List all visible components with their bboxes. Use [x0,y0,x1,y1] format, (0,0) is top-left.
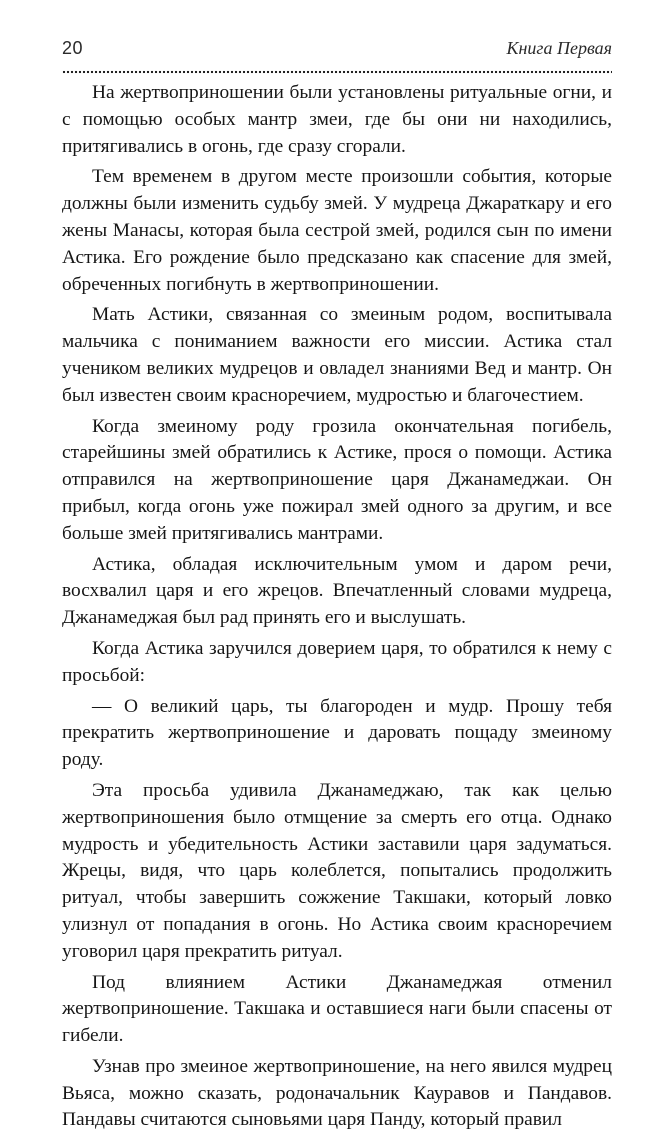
paragraph: Астика, обладая исключительным умом и даром речи, восхвалил царя и его жрецов. Впечатленный словами мудреца, Джанамеджая был рад принять его и выслушать. [62,553,612,629]
page-number: 20 [62,38,84,58]
paragraph: Мать Астики, связанная со змеиным родом, воспитывала мальчика с пониманием важности его миссии. Астика стал учеником великих мудрецов и овладел знаниями Вед и мантр. Он был известен своим красноречием, мудростью и благочестием. [62,304,612,406]
book-title: Книга Первая [506,38,612,58]
dotted-header-rule [62,69,612,75]
paragraph: Узнав про змеиное жертвоприношение, на него явился мудрец Вьяса, можно сказать, родоначальник Кауравов и Пандавов. Пандавы считаются сыновьями царя Панду, который правил [62,1055,612,1131]
running-head [62,38,612,66]
paragraph: Когда Астика заручился доверием царя, то обратился к нему с просьбой: [62,637,612,686]
paragraph: Когда змеиному роду грозила окончательная погибель, старейшины змей обратились к Астике, прося о помощи. Астика отправился на жертвоприношение царя Джанамеджаи. Он прибыл, когда огонь уже пожирал змей одного за другим, и все больше змей притягивались мантрами. [62,415,612,544]
paragraph: Под влиянием Астики Джанамеджая отменил жертвоприношение. Такшака и оставшиеся наги были спасены от гибели. [62,971,612,1047]
paragraph: Эта просьба удивила Джанамеджаю, так как целью жертвоприношения было отмщение за смерть его отца. Однако мудрость и убедительность Астики заставили царя задуматься. Жрецы, видя, что царь колеблется, попытались продолжить ритуал, чтобы завершить сожжение Такшаки, который ловко улизнул от попадания в огонь. Но Астика своим красноречием уговорил царя прекратить ритуал. [62,779,612,962]
paragraph: На жертвоприношении были установлены ритуальные огни, и с помощью особых мантр змеи, где бы они ни находились, притягивались в огонь, где сразу сгорали. [62,82,612,157]
paragraph: — О великий царь, ты благороден и мудр. Прошу тебя прекратить жертвоприношение и даровать пощаду змеиному роду. [62,695,612,771]
paragraph: Тем временем в другом месте произошли события, которые должны были изменить судьбу змей. У мудреца Джараткару и его жены Манасы, которая была сестрой змей, родился сын по имени Астика. Его рождение было предсказано как спасение для змей, обреченных погибнуть в жертвоприношении. [62,166,612,295]
body-text [62,76,612,1134]
